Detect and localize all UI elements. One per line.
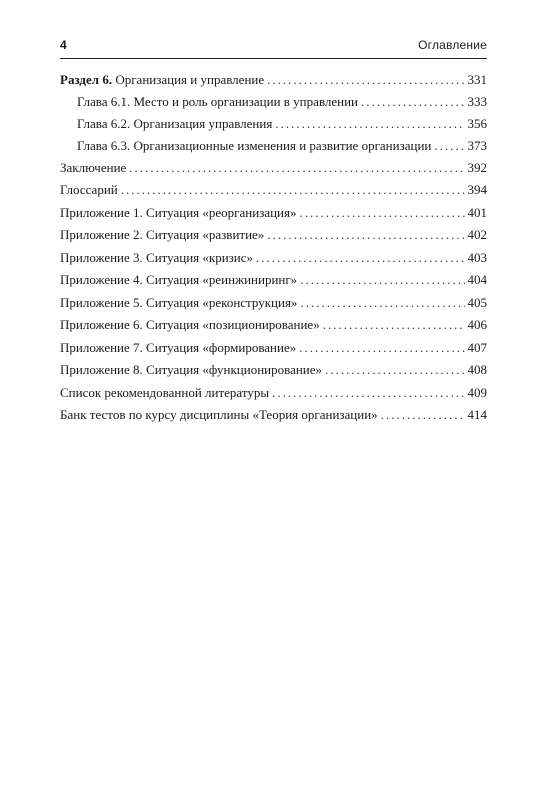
toc-entry-page: 356 — [467, 116, 487, 131]
toc-entry[interactable] — [60, 250, 487, 266]
toc-dot-leader — [300, 205, 465, 221]
toc-entry-page: 408 — [467, 362, 487, 377]
toc-entry-title: Заключение — [60, 160, 127, 175]
toc-entry-title: Глоссарий — [60, 182, 118, 197]
toc-entry-title: Приложение 3. Ситуация «кризис» — [60, 250, 254, 265]
toc-dot-leader — [129, 160, 464, 176]
toc-entry-page: 394 — [467, 182, 487, 197]
toc-entry-page: 331 — [467, 72, 487, 87]
toc-entry-title: Банк тестов по курсу дисциплины «Теория организации» — [60, 407, 378, 422]
toc-entry-chapter[interactable] — [60, 138, 487, 154]
toc-entry-title: Глава 6.2. Организация управления — [77, 116, 273, 131]
toc-entry[interactable] — [60, 295, 487, 311]
toc-entry-title: Приложение 7. Ситуация «формирование» — [60, 340, 297, 355]
toc-entry[interactable] — [60, 227, 487, 243]
toc-entry-page: 409 — [467, 385, 487, 400]
running-title: Оглавление — [418, 38, 487, 52]
toc-entry-chapter[interactable] — [60, 116, 487, 132]
toc-entry-page: 402 — [467, 227, 487, 242]
toc-entry[interactable] — [60, 205, 487, 221]
toc-entry-title: Глава 6.1. Место и роль организации в управлении — [77, 94, 358, 109]
toc-entry-page: 401 — [467, 205, 487, 220]
toc-dot-leader — [323, 317, 465, 333]
toc-entry-title — [60, 72, 264, 88]
toc-dot-leader — [121, 182, 465, 198]
page-number: 4 — [60, 38, 67, 52]
toc-dot-leader — [434, 138, 464, 154]
toc-entry[interactable] — [60, 272, 487, 288]
toc-dot-leader — [267, 72, 464, 88]
toc-dot-leader — [325, 362, 464, 378]
toc-dot-leader — [300, 272, 464, 288]
toc-entry-chapter[interactable] — [60, 94, 487, 110]
toc-entry-page: 404 — [467, 272, 487, 287]
toc-entry-page: 333 — [467, 94, 487, 109]
toc-entry-page: 414 — [467, 407, 487, 422]
toc-dot-leader — [300, 295, 464, 311]
toc-entry-title-text: Организация и управление — [112, 72, 265, 87]
toc-dot-leader — [381, 407, 465, 423]
toc-entry-title: Список рекомендованной литературы — [60, 385, 270, 400]
toc-entry-title: Приложение 2. Ситуация «развитие» — [60, 227, 265, 242]
toc-entry-page: 403 — [467, 250, 487, 265]
toc-dot-leader — [272, 385, 464, 401]
toc-dot-leader — [256, 250, 464, 266]
toc-entry-prefix: Раздел 6. — [60, 72, 113, 87]
toc-entry-section[interactable] — [60, 72, 487, 88]
toc-entry-page: 405 — [467, 295, 487, 310]
toc-entry[interactable] — [60, 182, 487, 198]
toc-entry-page: 373 — [467, 138, 487, 153]
toc-entry[interactable] — [60, 362, 487, 378]
toc-entry-title: Приложение 8. Ситуация «функционирование» — [60, 362, 323, 377]
toc-entry-page: 406 — [467, 317, 487, 332]
toc-entry[interactable] — [60, 317, 487, 333]
toc-entry-title: Глава 6.3. Организационные изменения и развитие организации — [77, 138, 432, 153]
toc-dot-leader — [361, 94, 465, 110]
toc-entry[interactable] — [60, 407, 487, 423]
toc-dot-leader — [299, 340, 464, 356]
toc-entry[interactable] — [60, 160, 487, 176]
page-header — [60, 36, 487, 59]
toc-entry-title: Приложение 5. Ситуация «реконструкция» — [60, 295, 298, 310]
toc-entry-page: 407 — [467, 340, 487, 355]
toc-dot-leader — [267, 227, 464, 243]
toc-entry-title: Приложение 4. Ситуация «реинжиниринг» — [60, 272, 298, 287]
toc-entry[interactable] — [60, 340, 487, 356]
toc-entry-page: 392 — [467, 160, 487, 175]
toc-entry-title: Приложение 6. Ситуация «позиционирование» — [60, 317, 320, 332]
toc-entry[interactable] — [60, 385, 487, 401]
toc-entry-title: Приложение 1. Ситуация «реорганизация» — [60, 205, 297, 220]
toc-dot-leader — [275, 116, 464, 132]
